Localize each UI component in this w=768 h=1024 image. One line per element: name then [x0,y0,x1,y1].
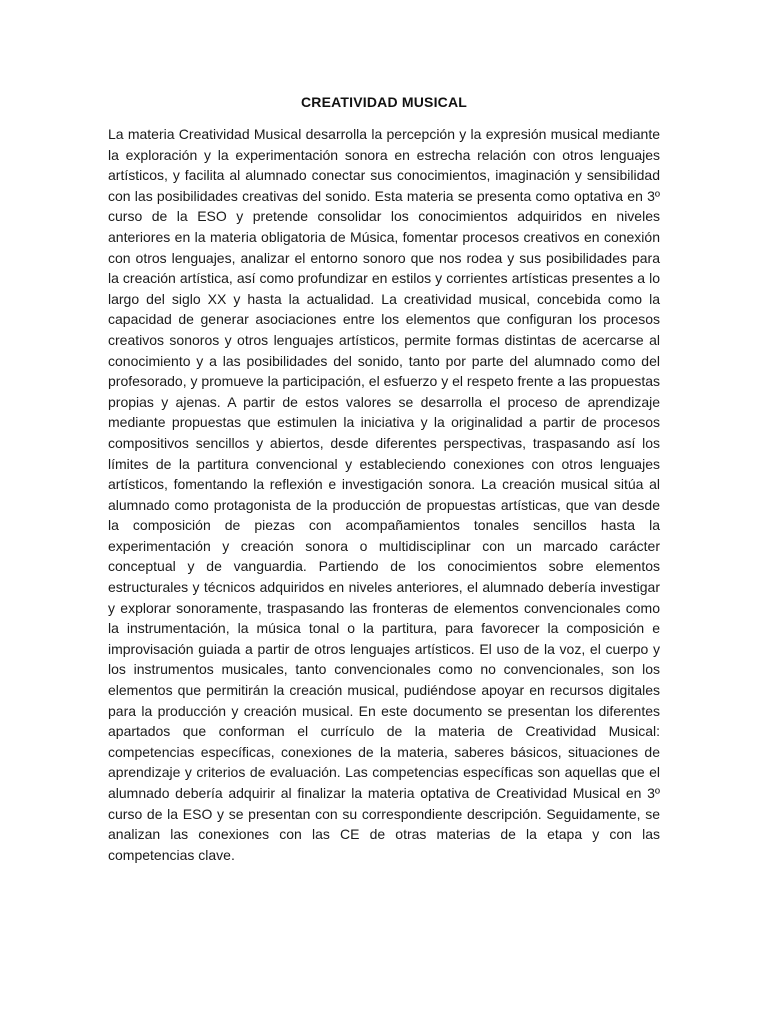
document-title: CREATIVIDAD MUSICAL [300,94,468,110]
document-body-paragraph: La materia Creatividad Musical desarrolla la percepción y la expresión musical mediante la exploración y la experimentación sonora en estrecha relación con otros lenguajes artísticos, y facilita al alumnado conectar sus conocimientos, imaginación y sensibilidad con las posibilidades creativas del sonido. Esta materia se presenta como optativa en 3º curso de la ESO y pretende consolidar los conocimientos adquiridos en niveles anteriores en la materia obligatoria de Música, fomentar procesos creativos en conexión con otros lenguajes, analizar el entorno sonoro que nos rodea y sus posibilidades para la creación artística, así como profundizar en estilos y corrientes artísticas presentes a lo largo del siglo XX y hasta la actualidad. La creatividad musical, concebida como la capacidad de generar asociaciones entre los elementos que configuran los procesos creativos sonoros y otros lenguajes artísticos, permite formas distintas de acercarse al conocimiento y a las posibilidades del sonido, tanto por parte del alumnado como del profesorado, y promueve la participación, el esfuerzo y el respeto frente a las propuestas propias y ajenas. A partir de estos valores se desarrolla el proceso de aprendizaje mediante propuestas que estimulen la iniciativa y la originalidad a partir de procesos compositivos sencillos y abiertos, desde diferentes perspectivas, traspasando así los límites de la partitura convencional y estableciendo conexiones con otros lenguajes artísticos, fomentando la reflexión e investigación sonora. La creación musical sitúa al alumnado como protagonista de la producción de propuestas artísticas, que van desde la composición de piezas con acompañamientos tonales sencillos hasta la experimentación y creación sonora o multidisciplinar con un marcado carácter conceptual y de vanguardia. Partiendo de los conocimientos sobre elementos estructurales y técnicos adquiridos en niveles anteriores, el alumnado debería investigar y explorar sonoramente, traspasando las fronteras de elementos convencionales como la instrumentación, la música tonal o la partitura, para favorecer la composición e improvisación guiada a partir de otros lenguajes artísticos. El uso de la voz, el cuerpo y los instrumentos musicales, tanto convencionales como no convencionales, son los elementos que permitirán la creación musical, pudiéndose apoyar en recursos digitales para la producción y creación musical. En este documento se presentan los diferentes apartados que conforman el currículo de la materia de Creatividad Musical: competencias específicas, conexiones de la materia, saberes básicos, situaciones de aprendizaje y criterios de evaluación. Las competencias específicas son aquellas que el alumnado debería adquirir al finalizar la materia optativa de Creatividad Musical en 3º curso de la ESO y se presentan con su correspondiente descripción. Seguidamente, se analizan las conexiones con las CE de otras materias de la etapa y con las competencias clave. [108,126,660,863]
